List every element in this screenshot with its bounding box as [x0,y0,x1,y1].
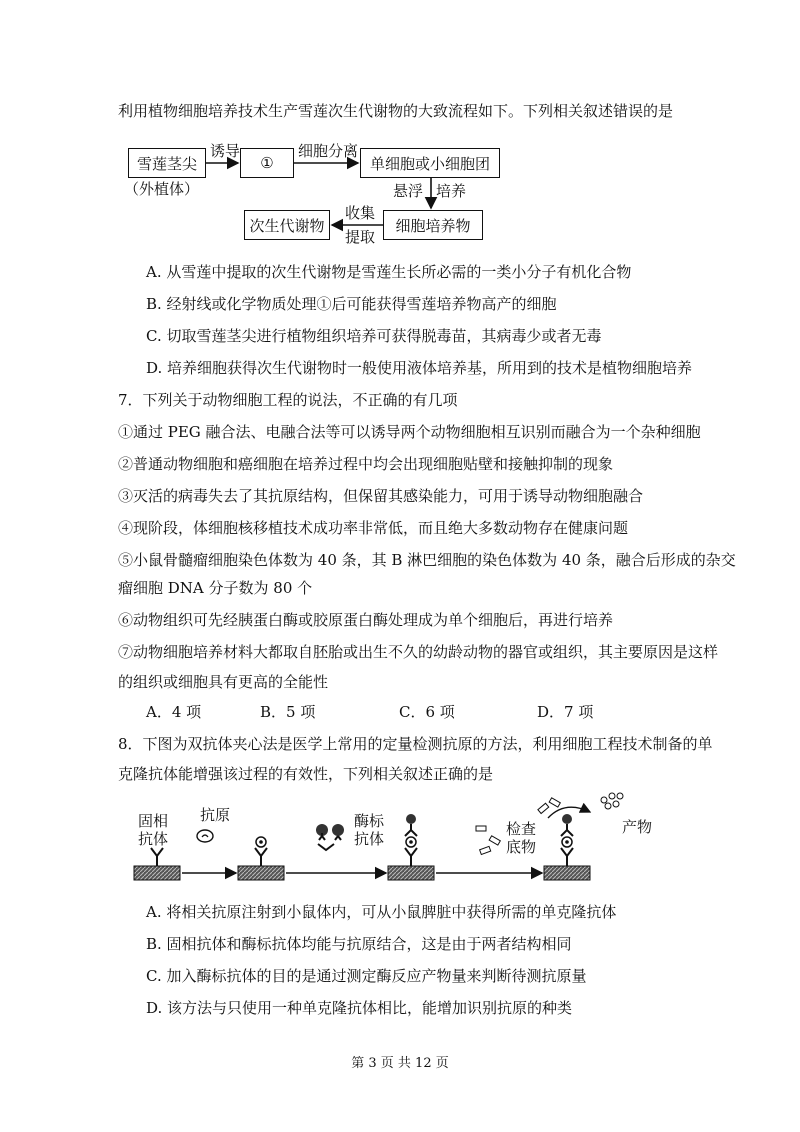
label-enzyme-antibody-1: 酶标 [354,812,385,830]
label-product: 产物 [622,818,653,836]
sandwich-complex-icon [405,814,417,866]
flow-box-explant-caption: （外植体） [124,180,200,198]
page-footer: 第 3 页 共 12 页 [351,1056,449,1071]
q7-option-b: B．5 项 [260,703,316,721]
plate-3 [388,866,434,880]
flow-box-single-cell: 单细胞或小细胞团 [360,148,500,178]
flow-arrow-suspend-label: 悬浮 [393,182,424,200]
label-substrate-2: 底物 [506,838,537,856]
flow-box-metabolite: 次生代谢物 [244,210,330,240]
flow-box-explant: 雪莲茎尖 [128,148,206,178]
q7-item-6: ⑥动物组织可先经胰蛋白酶或胶原蛋白酶处理成为单个细胞后，再进行培养 [118,611,614,629]
q7-item-7: ⑦动物细胞培养材料大都取自胚胎或出生不久的幼龄动物的器官或组织，其主要原因是这样 [118,643,719,661]
q7-option-d: D．7 项 [537,703,594,721]
enzyme-antibody-icon [316,824,344,850]
q6-option-d: D. 培养细胞获得次生代谢物时一般使用液体培养基，所用到的技术是植物细胞培养 [146,359,693,377]
label-antigen: 抗原 [200,806,231,824]
flow-arrow-culture-label: 培养 [436,182,467,200]
plate-1 [134,866,180,880]
q7-item-1: ①通过 PEG 融合法、电融合法等可以诱导两个动物细胞相互识别而融合为一个杂种细胞 [118,423,701,441]
plate-4 [544,866,590,880]
bound-antigen-icon [255,837,267,866]
antigen-icon [197,830,213,842]
q8-stem-line1: 8．下图为双抗体夹心法是医学上常用的定量检测抗原的方法，利用细胞工程技术制备的单 [118,735,713,753]
substrate-icon [476,826,500,855]
plate-2 [238,866,284,880]
q8-option-c: C. 加入酶标抗体的目的是通过测定酶反应产物量来判断待测抗原量 [146,967,587,985]
q7-item-7-cont: 的组织或细胞具有更高的全能性 [118,673,329,691]
label-substrate-1: 检查 [506,820,537,838]
label-solid-antibody-1: 固相 [138,812,169,830]
q7-item-4: ④现阶段，体细胞核移植技术成功率非常低，而且绝大多数动物存在健康问题 [118,519,629,537]
q7-item-5-cont: 瘤细胞 DNA 分子数为 80 个 [118,579,313,597]
q8-option-a: A. 将相关抗原注射到小鼠体内，可从小鼠脾脏中获得所需的单克隆抗体 [146,903,617,921]
q7-item-5: ⑤小鼠骨髓瘤细胞染色体数为 40 条，其 B 淋巴细胞的染色体数为 40 条，融合后形成的杂交 [118,551,736,569]
flow-arrow-extract-label: 提取 [345,228,376,246]
flow-arrow-separate-label: 细胞分离 [298,142,359,160]
q7-item-3: ③灭活的病毒失去了其抗原结构，但保留其感染能力，可用于诱导动物细胞融合 [118,487,644,505]
q7-option-a: A．4 项 [146,703,202,721]
reaction-complex-icon [561,814,573,866]
product-icon [601,793,623,809]
q8-option-b: B. 固相抗体和酶标抗体均能与抗原结合，这是由于两者结构相同 [146,935,572,953]
q6-option-a: A. 从雪莲中提取的次生代谢物是雪莲生长所必需的一类小分子有机化合物 [146,263,632,281]
q8-stem-line2: 克隆抗体能增强该过程的有效性，下列相关叙述正确的是 [118,765,494,783]
flow-arrow-collect-label: 收集 [345,204,376,222]
flow-box-culture: 细胞培养物 [383,210,483,240]
flow-box-1: ① [240,148,294,178]
q6-stem: 利用植物细胞培养技术生产雪莲次生代谢物的大致流程如下。下列相关叙述错误的是 [118,102,674,120]
label-enzyme-antibody-2: 抗体 [354,830,385,848]
q6-option-c: C. 切取雪莲茎尖进行植物组织培养可获得脱毒苗，其病毒少或者无毒 [146,327,602,345]
label-solid-antibody-2: 抗体 [138,830,169,848]
flow-arrow-induce-label: 诱导 [210,142,241,160]
q7-stem: 7．下列关于动物细胞工程的说法，不正确的有几项 [118,391,458,409]
solid-antibody-icon [151,848,163,866]
q6-option-b: B. 经射线或化学物质处理①后可能获得雪莲培养物高产的细胞 [146,295,557,313]
q8-option-d: D. 该方法与只使用一种单克隆抗体相比，能增加识别抗原的种类 [146,999,573,1017]
q7-item-2: ②普通动物细胞和癌细胞在培养过程中均会出现细胞贴壁和接触抑制的现象 [118,455,614,473]
q7-option-c: C．6 项 [399,703,455,721]
